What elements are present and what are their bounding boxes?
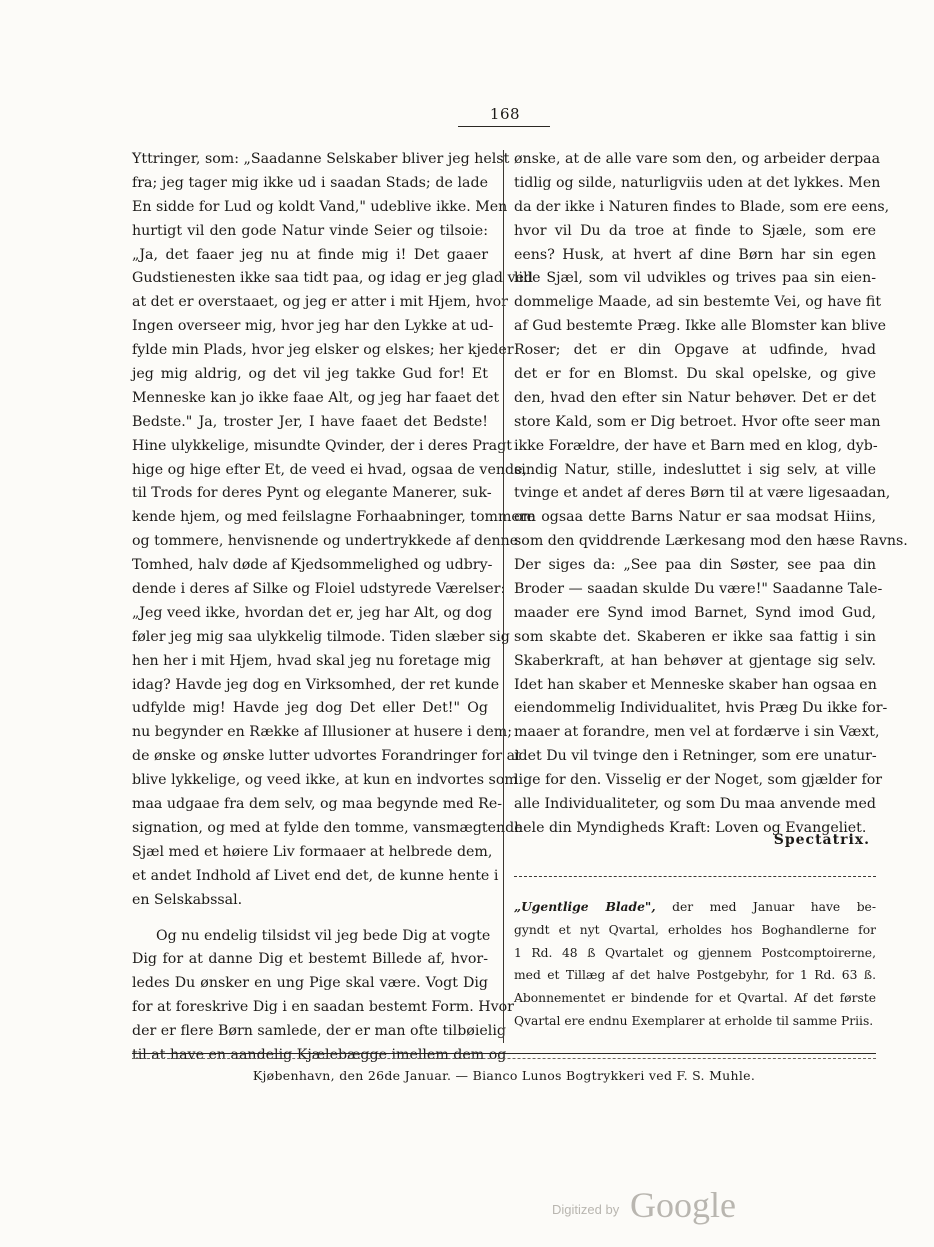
left-paragraph-2 (132, 925, 514, 1068)
text-line: ikke Forældre, der have et Barn med en klog, dyb- (514, 437, 878, 454)
text-line: Der siges da: „See paa din Søster, see paa din (514, 557, 876, 574)
text-line: nu begynder en Række af Illusioner at husere i dem; (132, 724, 513, 741)
text-line: hen her i mit Hjem, hvad skal jeg nu foretage mig (132, 652, 491, 669)
text-line: de ønske og ønske lutter udvortes Forandringer for at (132, 748, 521, 765)
text-line: Tomhed, halv døde af Kjedsommelighed og udbry- (132, 557, 493, 574)
text-line: store Kald, som er Dig betroet. Hvor ofte seer man (514, 413, 881, 430)
left-column (132, 148, 536, 1068)
text-line: der er flere Børn samlede, der er man ofte tilbøielig (132, 1023, 506, 1040)
notice-line: gyndt et nyt Qvartal, erholdes hos Boghandlerne for (514, 922, 876, 937)
text-line: en Selskabssal. (132, 891, 243, 908)
text-line: det er for en Blomst. Du skal opelske, og give (514, 366, 876, 383)
text-line: signation, og med at fylde den tomme, vansmægtende (132, 819, 523, 836)
text-line: hvor vil Du da troe at finde to Sjæle, som ere (514, 222, 876, 239)
text-line: Og nu endelig tilsidst vil jeg bede Dig at vogte (156, 927, 491, 944)
text-line: som den qviddrende Lærkesang mod den hæse Ravns. (514, 533, 908, 550)
page-number: 168 (489, 105, 521, 123)
section-separator (514, 876, 876, 877)
text-line: maader ere Synd imod Barnet, Synd imod Gud, (514, 604, 876, 621)
text-line: Hine ulykkelige, misundte Qvinder, der i deres Pragt (132, 437, 512, 454)
text-line: maaer at forandre, men vel at fordærve i sin Væxt, (514, 724, 880, 741)
left-paragraph-1 (132, 148, 536, 913)
text-line: Broder — saadan skulde Du være!" Saadanne Tale- (514, 581, 883, 598)
text-line: Skaberkraft, at han behøver at gjentage sig selv. (514, 652, 876, 669)
notice-lead: „Ugentlige Blade", (514, 899, 656, 914)
notice-line: med et Tillæg af det halve Postgebyhr, for 1 Rd. 63 ß. (514, 968, 876, 983)
text-line: „Jeg veed ikke, hvordan det er, jeg har Alt, og dog (132, 604, 493, 621)
watermark-prefix: Digitized by (552, 1202, 620, 1217)
text-line: ønske, at de alle vare som den, og arbeider derpaa (514, 151, 881, 167)
text-line: Roser; det er din Opgave at udfinde, hvad (514, 342, 876, 359)
text-line: ledes Du ønsker en ung Pige skal være. Vogt Dig (132, 975, 488, 992)
text-line: En sidde for Lud og koldt Vand," udeblive ikke. Men (132, 198, 508, 215)
text-line: hele din Myndigheds Kraft: Loven og Evangeliet. (514, 819, 867, 836)
text-line: jeg mig aldrig, og det vil jeg takke Gud for! Et (132, 366, 488, 383)
text-line: et andet Indhold af Livet end det, de kunne hente i (132, 867, 499, 884)
text-line: Gudstienesten ikke saa tidt paa, og idag er jeg glad ved (132, 270, 533, 287)
text-line: eiendommelig Individualitet, hvis Præg Du ikke for- (514, 700, 888, 717)
text-line: lille Sjæl, som vil udvikles og trives paa sin eien- (514, 270, 876, 287)
text-line: Bedste." Ja, troster Jer, I have faaet det Bedste! (132, 413, 488, 430)
text-line: sindig Natur, stille, indesluttet i sig selv, at ville (514, 461, 876, 478)
notice-line: 1 Rd. 48 ß Qvartalet og gjennem Postcomptoirerne, (514, 945, 876, 960)
text-line: Sjæl med et høiere Liv formaaer at helbrede dem, (132, 843, 493, 860)
notice-line-text: der med Januar have be- (672, 900, 876, 914)
text-line: lige for den. Visselig er der Noget, som gjælder for (514, 772, 883, 789)
author-signature: Spectatrix. (773, 832, 870, 848)
digitization-watermark (552, 1185, 752, 1228)
text-line: og tommere, henvisnende og undertrykkede af denne (132, 533, 519, 550)
footer-rule (132, 1053, 876, 1054)
text-line: alle Individualiteter, og som Du maa anvende med (514, 796, 876, 813)
notice-line: Qvartal ere endnu Exemplarer at erholde til samme Priis. (514, 1013, 874, 1028)
right-column (514, 148, 908, 841)
text-line: til at have en aandelig Kjælebægge imellem dem og (132, 1046, 507, 1063)
text-line: kende hjem, og med feilslagne Forhaabninger, tommere (132, 509, 536, 526)
text-line: Dig for at danne Dig et bestemt Billede af, hvor- (132, 951, 488, 968)
text-line: da der ikke i Naturen findes to Blade, som ere eens, (514, 198, 890, 215)
text-line: hige og hige efter Et, de veed ei hvad, ogsaa de vende, (132, 461, 527, 478)
text-line: som skabte det. Skaberen er ikke saa fattig i sin (514, 628, 876, 645)
text-line: Ingen overseer mig, hvor jeg har den Lykke at ud- (132, 318, 494, 335)
text-line: fra; jeg tager mig ikke ud i saadan Stads; de lade (132, 174, 488, 191)
text-line: Yttringer, som: „Saadanne Selskaber bliver jeg helst (132, 151, 510, 167)
text-line: idag? Havde jeg dog en Virksomhed, der ret kunde (132, 676, 500, 693)
text-line: blive lykkelige, og veed ikke, at kun en indvortes som (132, 772, 518, 789)
text-line: den, hvad den efter sin Natur behøver. Det er det (514, 389, 876, 406)
text-line: dende i deres af Silke og Floiel udstyrede Værelser: (132, 581, 506, 598)
column-divider (503, 150, 504, 1043)
subscription-notice (514, 896, 876, 1033)
text-line: føler jeg mig saa ulykkelig tilmode. Tiden slæber sig (132, 628, 510, 645)
text-line: for at foreskrive Dig i en saadan bestemt Form. Hvor (132, 999, 514, 1016)
imprint-line: Kjøbenhavn, den 26de Januar. — Bianco Lunos Bogtrykkeri ved F. S. Muhle. (252, 1068, 756, 1083)
text-line: udfylde mig! Havde jeg dog Det eller Det!" Og (132, 700, 488, 717)
text-line: dommelige Maade, ad sin bestemte Vei, og have fit (514, 294, 882, 311)
text-line: idet Du vil tvinge den i Retninger, som ere unatur- (514, 748, 877, 765)
text-line: Menneske kan jo ikke faae Alt, og jeg har faaet det (132, 389, 500, 406)
text-line: Idet han skaber et Menneske skaber han ogsaa en (514, 676, 877, 693)
footer-rule-dashed (132, 1058, 876, 1059)
notice-line: Abonnementet er bindende for et Qvartal. Af det første (514, 991, 876, 1006)
right-paragraph-1 (514, 148, 908, 841)
text-line: eens? Husk, at hvert af dine Børn har sin egen (514, 246, 876, 263)
text-line: „Ja, det faaer jeg nu at finde mig i! Det gaaer (132, 246, 488, 263)
text-line: af Gud bestemte Præg. Ikke alle Blomster kan blive (514, 318, 887, 335)
text-line: til Trods for deres Pynt og elegante Manerer, suk- (132, 485, 492, 502)
text-line: hurtigt vil den gode Natur vinde Seier og tilsoie: (132, 222, 488, 239)
text-line: tvinge et andet af deres Børn til at være ligesaadan, (514, 485, 891, 502)
page-number-rule (458, 126, 550, 127)
text-line: tidlig og silde, naturligviis uden at det lykkes. Men (514, 174, 881, 191)
text-line: at det er overstaaet, og jeg er atter i mit Hjem, hvor (132, 294, 508, 311)
text-line: om ogsaa dette Barns Natur er saa modsat Hiins, (514, 509, 876, 526)
google-logo: Google (630, 1185, 736, 1225)
text-line: maa udgaae fra dem selv, og maa begynde med Re- (132, 796, 503, 813)
text-line: fylde min Plads, hvor jeg elsker og elskes; her kjeder (132, 342, 514, 359)
notice-line (514, 896, 876, 919)
paragraph-gap (132, 913, 488, 925)
